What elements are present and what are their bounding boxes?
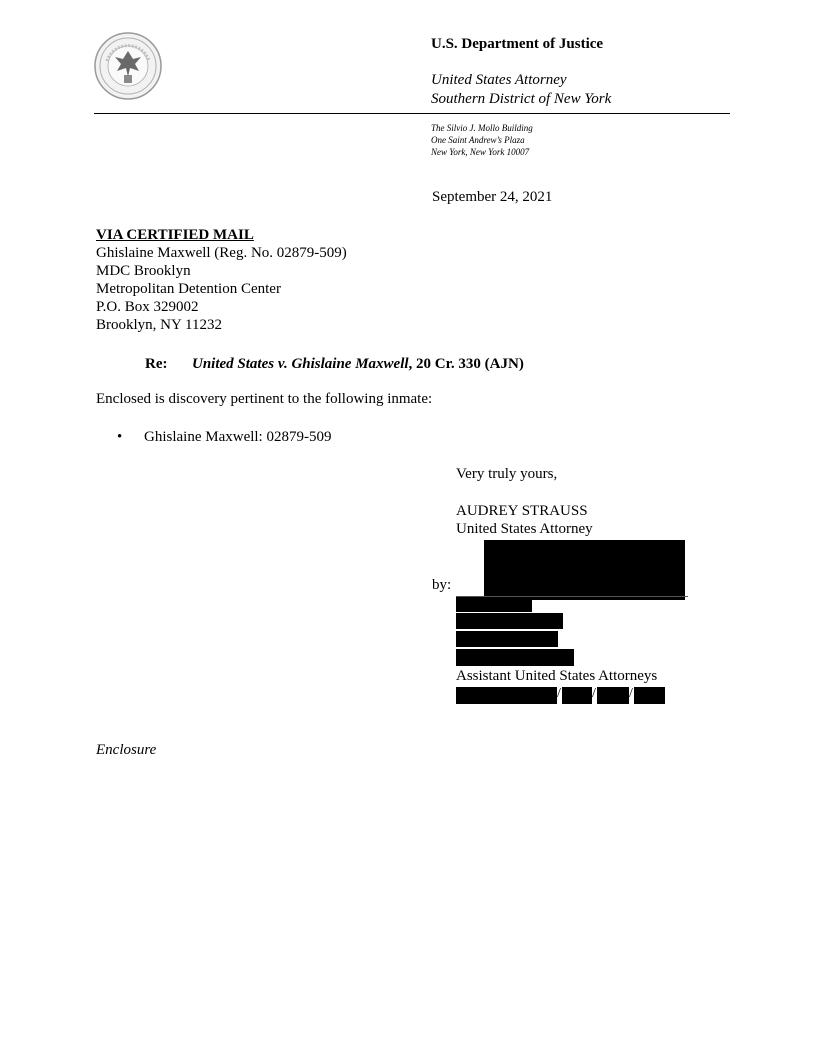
redaction-signature bbox=[484, 540, 685, 600]
phone-separator: / bbox=[557, 686, 561, 701]
case-name: United States v. Ghislaine Maxwell bbox=[192, 356, 409, 372]
address-line-3: New York, New York 10007 bbox=[431, 147, 530, 157]
doj-seal-icon bbox=[93, 31, 163, 101]
letter-date: September 24, 2021 bbox=[432, 189, 553, 205]
phone-separator: / bbox=[629, 686, 633, 701]
redaction-name-3 bbox=[456, 631, 558, 647]
re-label: Re: bbox=[145, 356, 168, 372]
address-line-2: One Saint Andrew’s Plaza bbox=[431, 135, 525, 145]
recipient-line-2: MDC Brooklyn bbox=[96, 263, 191, 279]
signer-title: United States Attorney bbox=[456, 521, 593, 537]
redaction-name-1 bbox=[456, 597, 532, 612]
letterhead-divider bbox=[94, 113, 730, 114]
phone-separator: / bbox=[592, 686, 596, 701]
case-number: , 20 Cr. 330 (AJN) bbox=[408, 356, 524, 372]
redaction-name-4 bbox=[456, 649, 574, 666]
enclosure-note: Enclosure bbox=[96, 742, 157, 758]
redaction-phone-1 bbox=[456, 687, 557, 704]
signer-name: AUDREY STRAUSS bbox=[456, 503, 588, 519]
office-title: United States Attorney bbox=[431, 72, 567, 88]
list-item: Ghislaine Maxwell: 02879-509 bbox=[144, 429, 332, 445]
office-district: Southern District of New York bbox=[431, 91, 612, 107]
recipient-line-4: P.O. Box 329002 bbox=[96, 299, 199, 315]
recipient-line-5: Brooklyn, NY 11232 bbox=[96, 317, 222, 333]
address-line-1: The Silvio J. Mollo Building bbox=[431, 123, 533, 133]
recipient-line-3: Metropolitan Detention Center bbox=[96, 281, 281, 297]
signer-role: Assistant United States Attorneys bbox=[456, 668, 658, 684]
redaction-phone-2 bbox=[562, 687, 592, 704]
delivery-method: VIA CERTIFIED MAIL bbox=[96, 227, 254, 243]
by-label: by: bbox=[432, 577, 452, 593]
redaction-phone-4 bbox=[634, 687, 665, 704]
body-intro: Enclosed is discovery pertinent to the following inmate: bbox=[96, 391, 433, 407]
redaction-phone-3 bbox=[597, 687, 629, 704]
re-case-caption bbox=[192, 356, 524, 373]
closing: Very truly yours, bbox=[456, 466, 558, 482]
bullet-icon: • bbox=[117, 429, 123, 445]
redaction-name-2 bbox=[456, 613, 563, 629]
department-heading: U.S. Department of Justice bbox=[431, 36, 604, 52]
recipient-line-1: Ghislaine Maxwell (Reg. No. 02879-509) bbox=[96, 245, 347, 261]
